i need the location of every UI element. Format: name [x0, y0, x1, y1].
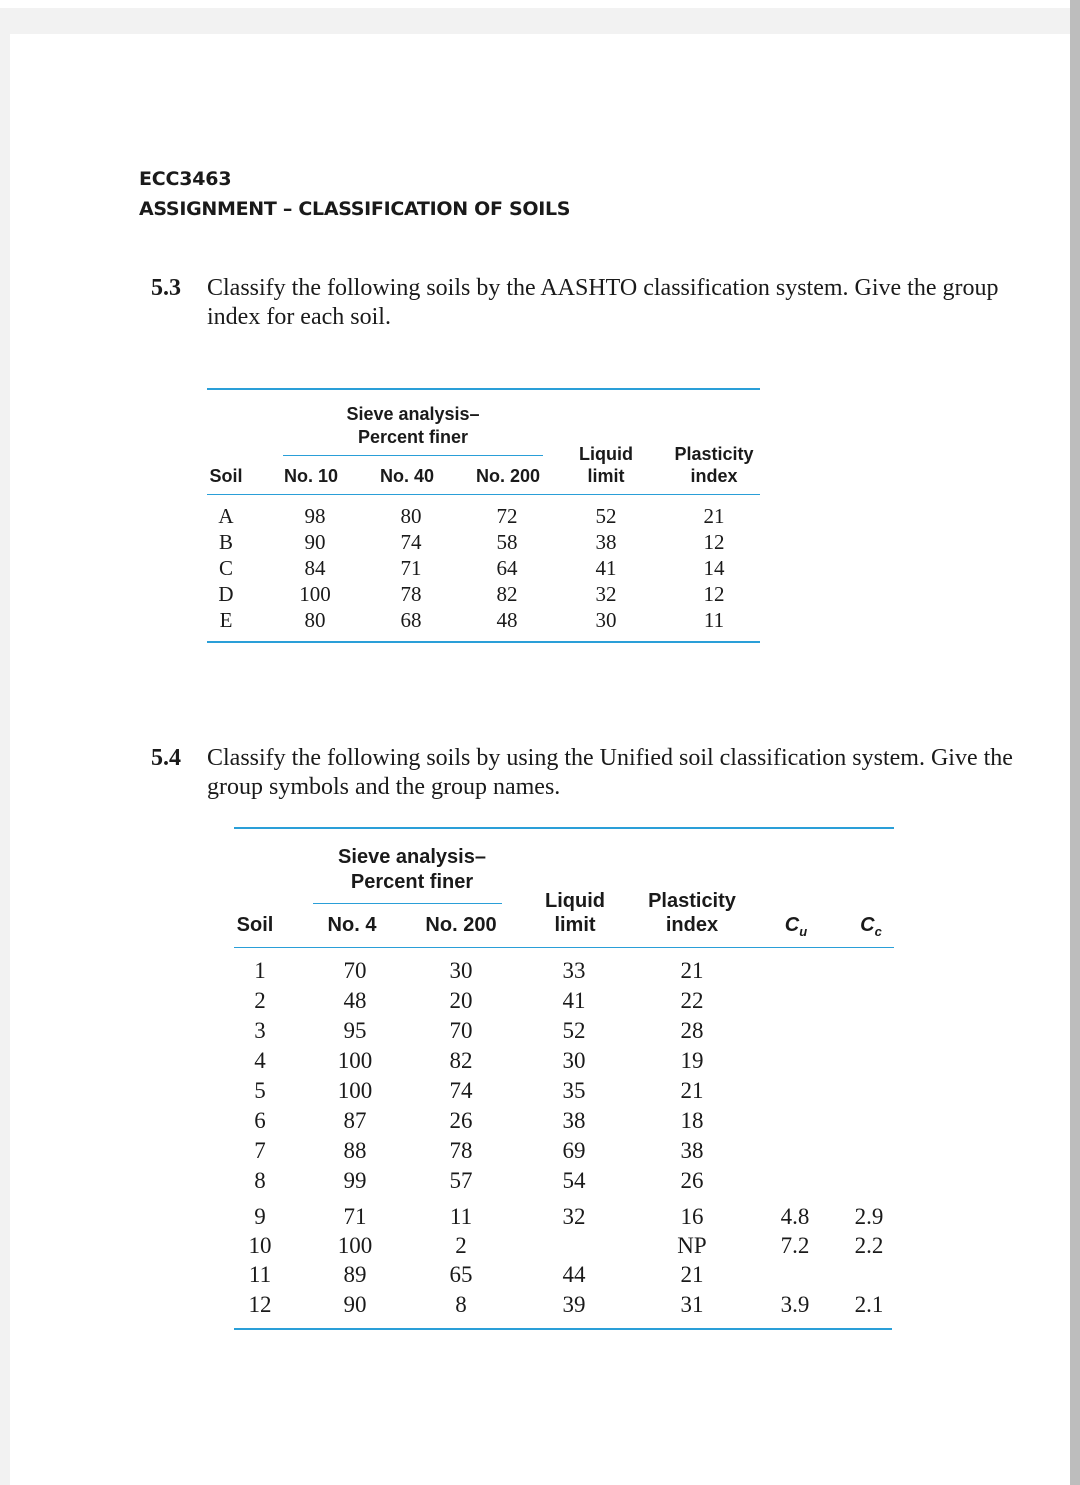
cell-liquid-limit: 52 — [595, 504, 617, 528]
header-bottom-rule — [207, 494, 760, 495]
cell-no40: 71 — [400, 556, 422, 580]
cell-cc: 2.2 — [854, 1233, 884, 1258]
cell-liquid-limit: 69 — [562, 1138, 586, 1163]
cell-no200: 57 — [449, 1168, 473, 1193]
cell-no4: 100 — [337, 1233, 373, 1258]
cell-no200: 74 — [449, 1078, 473, 1103]
cell-liquid-limit: 33 — [562, 958, 586, 983]
cell-no4: 48 — [343, 988, 367, 1013]
cell-no40: 78 — [400, 582, 422, 606]
cell-no200: 78 — [449, 1138, 473, 1163]
cell-no200: 48 — [496, 608, 518, 632]
sieve-header-line2: Percent finer — [350, 871, 474, 893]
cell-no200: 82 — [449, 1048, 473, 1073]
cell-plasticity-index: NP — [677, 1233, 707, 1258]
cell-plasticity-index: 19 — [680, 1048, 704, 1073]
cell-no4: 87 — [343, 1108, 367, 1133]
cell-soil: 10 — [248, 1233, 272, 1258]
cell-soil: E — [219, 608, 233, 632]
cell-liquid-limit: 38 — [595, 530, 617, 554]
col-no4-header: No. 4 — [327, 914, 377, 936]
col-no10-header: No. 10 — [283, 466, 339, 486]
cell-plasticity-index: 21 — [680, 1078, 704, 1103]
sieve-header-line1: Sieve analysis– — [346, 404, 480, 424]
cell-plasticity-index: 18 — [680, 1108, 704, 1133]
cell-soil: 3 — [254, 1018, 266, 1043]
cell-no10: 84 — [304, 556, 326, 580]
cell-plasticity-index: 12 — [703, 582, 725, 606]
cell-no4: 100 — [337, 1048, 373, 1073]
cell-soil: C — [218, 556, 233, 580]
col-pi-header-line2: index — [690, 466, 738, 486]
cell-plasticity-index: 28 — [680, 1018, 704, 1043]
cell-no4: 100 — [337, 1078, 373, 1103]
cell-plasticity-index: 11 — [703, 608, 725, 632]
cell-cc: 2.9 — [854, 1204, 884, 1229]
cell-no200: 72 — [496, 504, 518, 528]
cell-no200: 58 — [496, 530, 518, 554]
cell-no10: 98 — [304, 504, 326, 528]
cell-liquid-limit: 38 — [562, 1108, 586, 1133]
cell-soil: A — [218, 504, 234, 528]
col-pi-header-line1: Plasticity — [648, 890, 736, 912]
cell-liquid-limit: 41 — [562, 988, 586, 1013]
cell-no200: 65 — [449, 1262, 473, 1287]
cell-soil: 4 — [254, 1048, 266, 1073]
course-code: ECC3463 — [139, 168, 232, 190]
cell-no200: 64 — [496, 556, 518, 580]
sieve-header-rule — [313, 903, 502, 904]
cell-no200: 82 — [496, 582, 518, 606]
col-ll-header-line1: Liquid — [579, 444, 633, 464]
col-ll-header-line2: limit — [554, 914, 596, 936]
scrollbar[interactable] — [1070, 0, 1080, 1485]
question-5-4 — [151, 744, 1031, 804]
cell-liquid-limit: 32 — [562, 1204, 586, 1229]
cell-plasticity-index: 38 — [680, 1138, 704, 1163]
cell-plasticity-index: 21 — [680, 958, 704, 983]
cell-liquid-limit: 44 — [562, 1262, 586, 1287]
cell-no4: 70 — [343, 958, 367, 983]
table-bottom-rule — [234, 1328, 892, 1330]
col-no200-header: No. 200 — [475, 466, 541, 486]
cell-soil: 12 — [248, 1292, 272, 1317]
cell-soil: 5 — [254, 1078, 266, 1103]
col-soil-header: Soil — [236, 914, 274, 936]
cell-soil: D — [218, 582, 234, 606]
cell-plasticity-index: 22 — [680, 988, 704, 1013]
cell-liquid-limit: 30 — [595, 608, 617, 632]
cell-liquid-limit: 52 — [562, 1018, 586, 1043]
cell-no200: 20 — [449, 988, 473, 1013]
col-ll-header-line2: limit — [587, 466, 625, 486]
col-soil-header: Soil — [209, 466, 243, 486]
cell-plasticity-index: 12 — [703, 530, 725, 554]
cell-no200: 70 — [449, 1018, 473, 1043]
cell-no4: 88 — [343, 1138, 367, 1163]
cell-liquid-limit: 30 — [562, 1048, 586, 1073]
cell-no200: 26 — [449, 1108, 473, 1133]
cell-cu: 3.9 — [780, 1292, 810, 1317]
cell-no200: 11 — [449, 1204, 473, 1229]
table-bottom-rule — [207, 641, 760, 643]
col-cc-header: $C_c$ — [860, 914, 882, 939]
cell-no4: 90 — [343, 1292, 367, 1317]
col-pi-header-line1: Plasticity — [674, 444, 754, 464]
cell-no200: 30 — [449, 958, 473, 983]
cell-cu: 7.2 — [780, 1233, 810, 1258]
cell-no4: 99 — [343, 1168, 367, 1193]
cell-no4: 71 — [343, 1204, 367, 1229]
col-pi-header-line2: index — [665, 914, 719, 936]
table-top-rule — [234, 827, 894, 829]
cell-liquid-limit: 35 — [562, 1078, 586, 1103]
cell-liquid-limit: 41 — [595, 556, 617, 580]
col-no200-header: No. 200 — [425, 914, 497, 936]
cell-no40: 74 — [400, 530, 422, 554]
cell-soil: 8 — [254, 1168, 266, 1193]
cell-plasticity-index: 16 — [680, 1204, 704, 1229]
cell-soil: 6 — [254, 1108, 266, 1133]
col-cu-header: $C_u$ — [784, 914, 808, 939]
cell-no200: 2 — [455, 1233, 467, 1258]
cell-no10: 90 — [304, 530, 326, 554]
cell-plasticity-index: 14 — [703, 556, 725, 580]
cell-soil: 2 — [254, 988, 266, 1013]
cell-cc: 2.1 — [854, 1292, 884, 1317]
col-no40-header: No. 40 — [379, 466, 435, 486]
cell-no40: 68 — [400, 608, 422, 632]
question-5-3 — [151, 274, 1031, 334]
cell-soil: 1 — [254, 958, 266, 983]
cell-liquid-limit: 54 — [562, 1168, 586, 1193]
cell-soil: 7 — [254, 1138, 266, 1163]
cell-plasticity-index: 21 — [680, 1262, 704, 1287]
top-margin — [0, 0, 1080, 8]
sieve-header-line1: Sieve analysis– — [338, 846, 486, 868]
table-top-rule — [207, 388, 760, 390]
cell-liquid-limit: 39 — [562, 1292, 586, 1317]
cell-no10: 100 — [299, 582, 331, 606]
cell-liquid-limit: 32 — [595, 582, 617, 606]
header-bottom-rule — [234, 947, 894, 948]
question-number: 5.3 — [151, 275, 181, 301]
cell-cu: 4.8 — [780, 1204, 810, 1229]
col-ll-header-line1: Liquid — [545, 890, 605, 912]
cell-no200: 8 — [455, 1292, 467, 1317]
cell-soil: 11 — [248, 1262, 272, 1287]
cell-plasticity-index: 21 — [703, 504, 725, 528]
question-text: Classify the following soils by using the Unified soil classification system. Give the group symbols and the group names. — [207, 745, 1013, 800]
cell-soil: B — [218, 530, 233, 554]
cell-no40: 80 — [400, 504, 422, 528]
sieve-header-line2: Percent finer — [357, 427, 469, 447]
cell-plasticity-index: 26 — [680, 1168, 704, 1193]
cell-plasticity-index: 31 — [680, 1292, 704, 1317]
sieve-header-rule — [283, 455, 543, 456]
cell-no4: 95 — [343, 1018, 367, 1043]
cell-no10: 80 — [304, 608, 326, 632]
cell-soil: 9 — [254, 1204, 266, 1229]
cell-no4: 89 — [343, 1262, 367, 1287]
assignment-title: ASSIGNMENT – CLASSIFICATION OF SOILS — [139, 198, 571, 220]
question-number: 5.4 — [151, 745, 181, 771]
question-text: Classify the following soils by the AASHTO classification system. Give the group index for each soil. — [207, 275, 999, 330]
